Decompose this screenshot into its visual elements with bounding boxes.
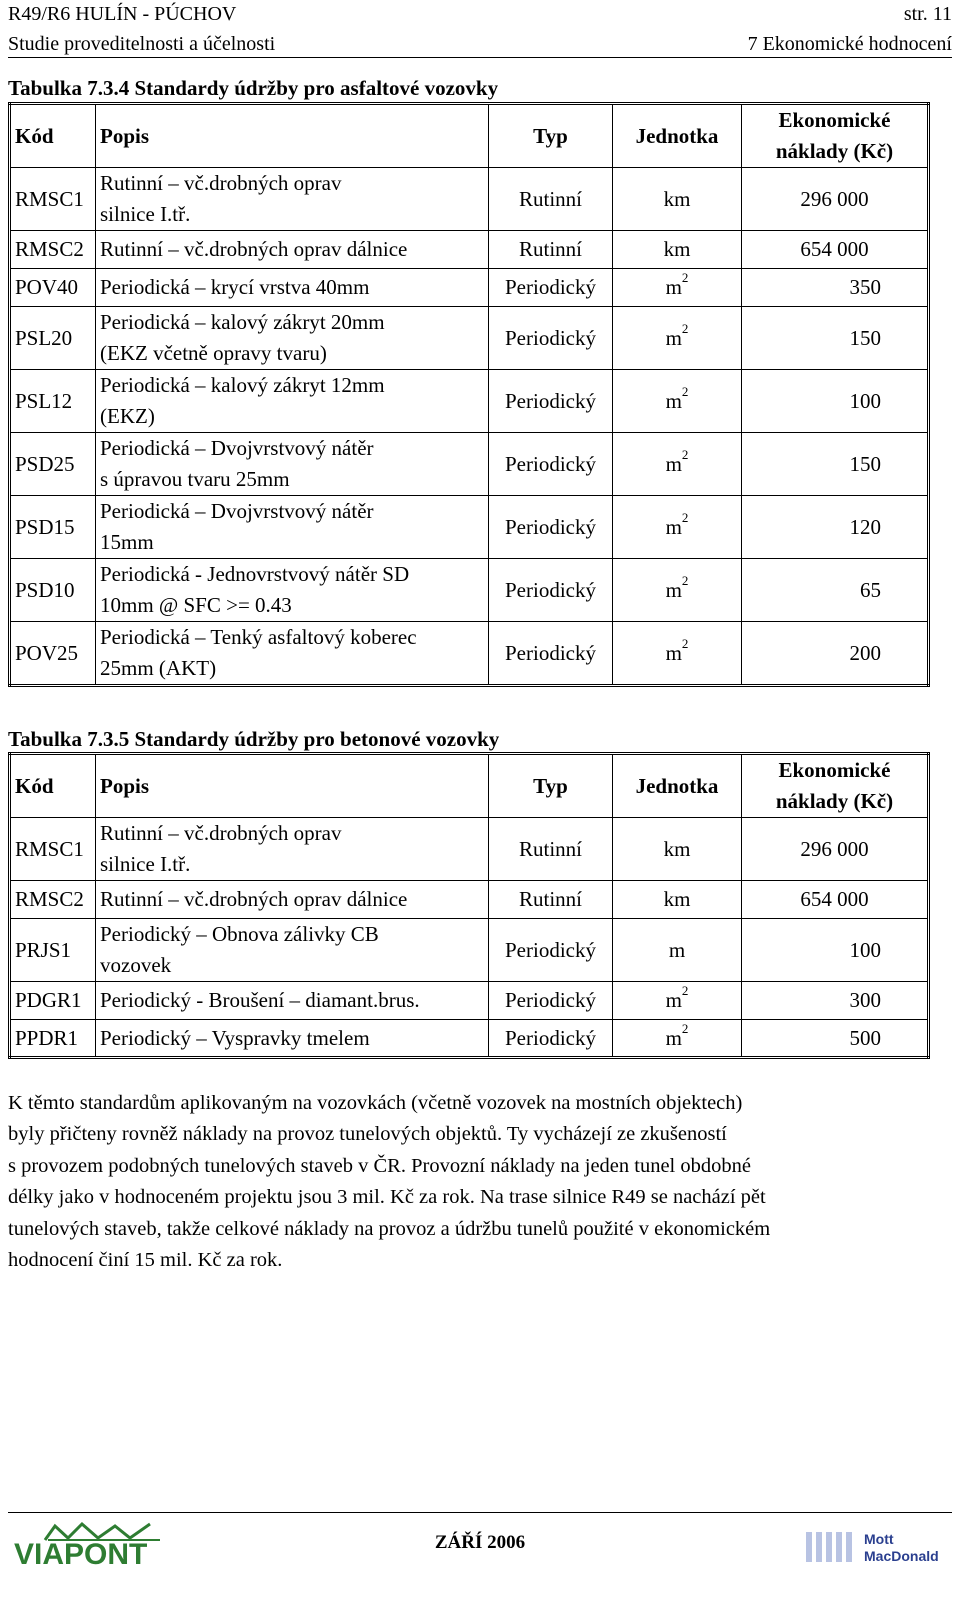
table-row [10, 919, 929, 982]
cell-kod: PRJS1 [10, 919, 96, 982]
cell-naklady: 150 [742, 433, 929, 496]
cell-naklady: 65 [742, 559, 929, 622]
table-row [10, 559, 929, 622]
cell-popis [96, 269, 489, 307]
cell-naklady: 300 [742, 982, 929, 1020]
cell-popis-line1: Periodická – Dvojvrstvový nátěr [100, 499, 374, 523]
cell-typ: Periodický [489, 433, 613, 496]
cell-typ: Rutinní [489, 818, 613, 881]
cell-kod: PDGR1 [10, 982, 96, 1020]
cell-jednotka-unit: km [663, 836, 691, 861]
cell-popis-line1: Rutinní – vč.drobných oprav [100, 171, 342, 195]
cell-popis [96, 622, 489, 686]
table1-asphalt-standards [8, 102, 930, 687]
page-number: str. 11 [903, 3, 952, 25]
table2-header-typ: Typ [489, 754, 613, 818]
cell-typ: Periodický [489, 1020, 613, 1058]
cell-popis [96, 982, 489, 1020]
cell-jednotka-exponent: 2 [681, 635, 689, 651]
cell-naklady: 654 000 [742, 231, 929, 269]
table-row [10, 307, 929, 370]
cell-popis-line2: silnice I.tř. [100, 202, 191, 226]
cell-kod: PSL20 [10, 307, 96, 370]
header-rule [8, 57, 952, 58]
table1-header-naklady [742, 104, 929, 168]
cell-jednotka [613, 1020, 742, 1058]
mott-macdonald-logo [804, 1526, 954, 1571]
paragraph-line: délky jako v hodnoceném projektu jsou 3 mil. Kč za rok. Na trase silnice R49 se nachází pět [8, 1186, 766, 1209]
cell-typ: Periodický [489, 269, 613, 307]
cell-jednotka [613, 559, 742, 622]
paragraph-line: K těmto standardům aplikovaným na vozovkách (včetně vozovek na mostních objektech) [8, 1092, 743, 1114]
cell-jednotka-unit: km [663, 237, 691, 261]
cell-popis-line2: 25mm (AKT) [100, 656, 217, 680]
cell-popis-line2: (EKZ včetně opravy tvaru) [100, 341, 327, 365]
table2-header-naklady-line2: náklady (Kč) [775, 789, 894, 813]
cell-naklady: 200 [742, 622, 929, 686]
table-row [10, 231, 929, 269]
body-paragraph [8, 1088, 952, 1276]
table-row [10, 881, 929, 919]
table2-header-popis: Popis [96, 754, 489, 818]
cell-naklady: 100 [742, 919, 929, 982]
cell-popis-line2: vozovek [100, 953, 172, 977]
cell-naklady: 120 [742, 496, 929, 559]
cell-popis-line1: Periodická – krycí vrstva 40mm [100, 275, 370, 299]
table1-header-typ: Typ [489, 104, 613, 168]
cell-popis-line1: Rutinní – vč.drobných oprav dálnice [100, 237, 408, 261]
cell-popis-line1: Periodická – Dvojvrstvový nátěr [100, 436, 374, 460]
cell-kod: POV25 [10, 622, 96, 686]
cell-popis [96, 168, 489, 231]
cell-naklady: 150 [742, 307, 929, 370]
cell-kod: POV40 [10, 269, 96, 307]
cell-jednotka-exponent: 2 [681, 383, 689, 399]
cell-jednotka [613, 269, 742, 307]
footer-date: ZÁŘÍ 2006 [434, 1532, 526, 1553]
table2-concrete-standards [8, 752, 930, 1059]
cell-typ: Periodický [489, 496, 613, 559]
table2-caption: Tabulka 7.3.5 Standardy údržby pro betonové vozovky [8, 727, 500, 751]
table-row [10, 168, 929, 231]
cell-jednotka-unit: m [668, 937, 686, 962]
document-subtitle: Studie proveditelnosti a účelnosti [8, 33, 276, 55]
table-row [10, 269, 929, 307]
table2-header-row [10, 754, 929, 818]
cell-kod: PPDR1 [10, 1020, 96, 1058]
mott-macdonald-logo-text-2: MacDonald [864, 1548, 939, 1564]
cell-kod: PSD15 [10, 496, 96, 559]
cell-popis [96, 818, 489, 881]
cell-jednotka-exponent: 2 [681, 1020, 689, 1036]
cell-popis-line2: 15mm [100, 530, 154, 554]
mott-macdonald-logo-graphic [804, 1526, 954, 1566]
cell-kod: RMSC1 [10, 168, 96, 231]
cell-popis-line1: Periodický – Vyspravky tmelem [100, 1025, 370, 1050]
table1-caption: Tabulka 7.3.4 Standardy údržby pro asfaltové vozovky [8, 76, 499, 100]
cell-jednotka [613, 168, 742, 231]
chapter-title: 7 Ekonomické hodnocení [747, 33, 952, 55]
header-line-2 [8, 32, 952, 56]
cell-popis [96, 919, 489, 982]
cell-typ: Periodický [489, 622, 613, 686]
cell-jednotka [613, 496, 742, 559]
cell-kod: RMSC1 [10, 818, 96, 881]
cell-jednotka-unit: m [665, 577, 682, 602]
cell-jednotka [613, 881, 742, 919]
cell-jednotka-unit: m [665, 988, 682, 1012]
cell-kod: RMSC2 [10, 881, 96, 919]
cell-popis-line1: Periodická – Tenký asfaltový koberec [100, 625, 417, 649]
cell-kod: PSD25 [10, 433, 96, 496]
cell-popis-line2: s úpravou tvaru 25mm [100, 467, 290, 491]
cell-jednotka-exponent: 2 [681, 572, 689, 588]
cell-jednotka-unit: km [663, 887, 691, 911]
cell-naklady: 296 000 [742, 168, 929, 231]
cell-popis-line2: (EKZ) [100, 404, 155, 428]
document-title: R49/R6 HULÍN - PÚCHOV [8, 3, 237, 25]
cell-popis-line2: 10mm @ SFC >= 0.43 [100, 593, 292, 617]
paragraph-line: tunelových staveb, takže celkové náklady na provoz a údržbu tunelů použité v ekonomickém [8, 1217, 771, 1240]
cell-jednotka-exponent: 2 [681, 509, 689, 525]
paragraph-line: s provozem podobných tunelových staveb v ČR. Provozní náklady na jeden tunel obdobné [8, 1154, 751, 1177]
cell-popis-line1: Rutinní – vč.drobných oprav dálnice [100, 887, 408, 911]
cell-kod: PSL12 [10, 370, 96, 433]
cell-jednotka [613, 231, 742, 269]
table-row [10, 1020, 929, 1058]
cell-jednotka [613, 307, 742, 370]
cell-jednotka-unit: m [665, 1025, 682, 1050]
cell-popis [96, 559, 489, 622]
cell-popis [96, 1020, 489, 1058]
cell-popis [96, 370, 489, 433]
cell-jednotka-exponent: 2 [681, 983, 689, 998]
cell-typ: Rutinní [489, 231, 613, 269]
cell-typ: Periodický [489, 982, 613, 1020]
table2-header-kod: Kód [10, 754, 96, 818]
cell-popis-line1: Rutinní – vč.drobných oprav [100, 821, 342, 845]
table-row [10, 818, 929, 881]
table-row [10, 370, 929, 433]
cell-jednotka-unit: m [665, 275, 682, 299]
cell-popis [96, 881, 489, 919]
cell-popis [96, 307, 489, 370]
cell-typ: Periodický [489, 559, 613, 622]
cell-popis-line1: Periodická - Jednovrstvový nátěr SD [100, 562, 410, 586]
table-row [10, 622, 929, 686]
table2-header-jednotka: Jednotka [613, 754, 742, 818]
cell-jednotka-unit: m [665, 640, 682, 665]
cell-popis-line2: silnice I.tř. [100, 852, 191, 876]
cell-popis [96, 433, 489, 496]
cell-popis-line1: Periodická – kalový zákryt 20mm [100, 310, 385, 334]
cell-jednotka-unit: m [665, 388, 682, 413]
table1-header-naklady-line2: náklady (Kč) [775, 139, 894, 163]
cell-popis-line1: Periodický - Broušení – diamant.brus. [100, 988, 420, 1012]
table2-header-naklady [742, 754, 929, 818]
cell-naklady: 296 000 [742, 818, 929, 881]
cell-jednotka [613, 622, 742, 686]
table1-header-row [10, 104, 929, 168]
cell-jednotka-unit: m [665, 514, 682, 539]
cell-jednotka [613, 982, 742, 1020]
cell-naklady: 654 000 [742, 881, 929, 919]
cell-typ: Periodický [489, 919, 613, 982]
table-row [10, 496, 929, 559]
cell-kod: RMSC2 [10, 231, 96, 269]
cell-jednotka-exponent: 2 [681, 320, 689, 336]
cell-naklady: 500 [742, 1020, 929, 1058]
mott-macdonald-logo-text-1: Mott [864, 1531, 894, 1547]
cell-jednotka [613, 919, 742, 982]
table1-header-jednotka: Jednotka [613, 104, 742, 168]
table1-header-popis: Popis [96, 104, 489, 168]
table2-header-naklady-line1: Ekonomické [778, 758, 891, 782]
cell-jednotka-unit: km [663, 186, 691, 211]
paragraph-line: hodnocení činí 15 mil. Kč za rok. [8, 1249, 283, 1272]
header-line-1 [8, 2, 952, 26]
cell-jednotka [613, 370, 742, 433]
cell-jednotka-unit: m [665, 451, 682, 476]
cell-jednotka-exponent: 2 [681, 446, 689, 462]
table-row [10, 982, 929, 1020]
table1-header-kod: Kód [10, 104, 96, 168]
cell-typ: Periodický [489, 370, 613, 433]
cell-popis [96, 496, 489, 559]
cell-jednotka-exponent: 2 [681, 270, 689, 285]
footer-rule [8, 1512, 952, 1513]
cell-kod: PSD10 [10, 559, 96, 622]
viapont-logo-text: VIAPONT [14, 1538, 148, 1568]
cell-typ: Periodický [489, 307, 613, 370]
table-row [10, 433, 929, 496]
cell-jednotka-unit: m [665, 325, 682, 350]
cell-popis-line1: Periodický – Obnova zálivky CB [100, 922, 379, 946]
cell-typ: Rutinní [489, 881, 613, 919]
cell-popis-line1: Periodická – kalový zákryt 12mm [100, 373, 385, 397]
cell-popis [96, 231, 489, 269]
paragraph-line: byly přičteny rovněž náklady na provoz tunelových objektů. Ty vycházejí ze zkušeností [8, 1123, 727, 1146]
table1-header-naklady-line1: Ekonomické [778, 108, 891, 132]
cell-jednotka [613, 433, 742, 496]
cell-naklady: 350 [742, 269, 929, 307]
cell-typ: Rutinní [489, 168, 613, 231]
cell-naklady: 100 [742, 370, 929, 433]
cell-jednotka [613, 818, 742, 881]
